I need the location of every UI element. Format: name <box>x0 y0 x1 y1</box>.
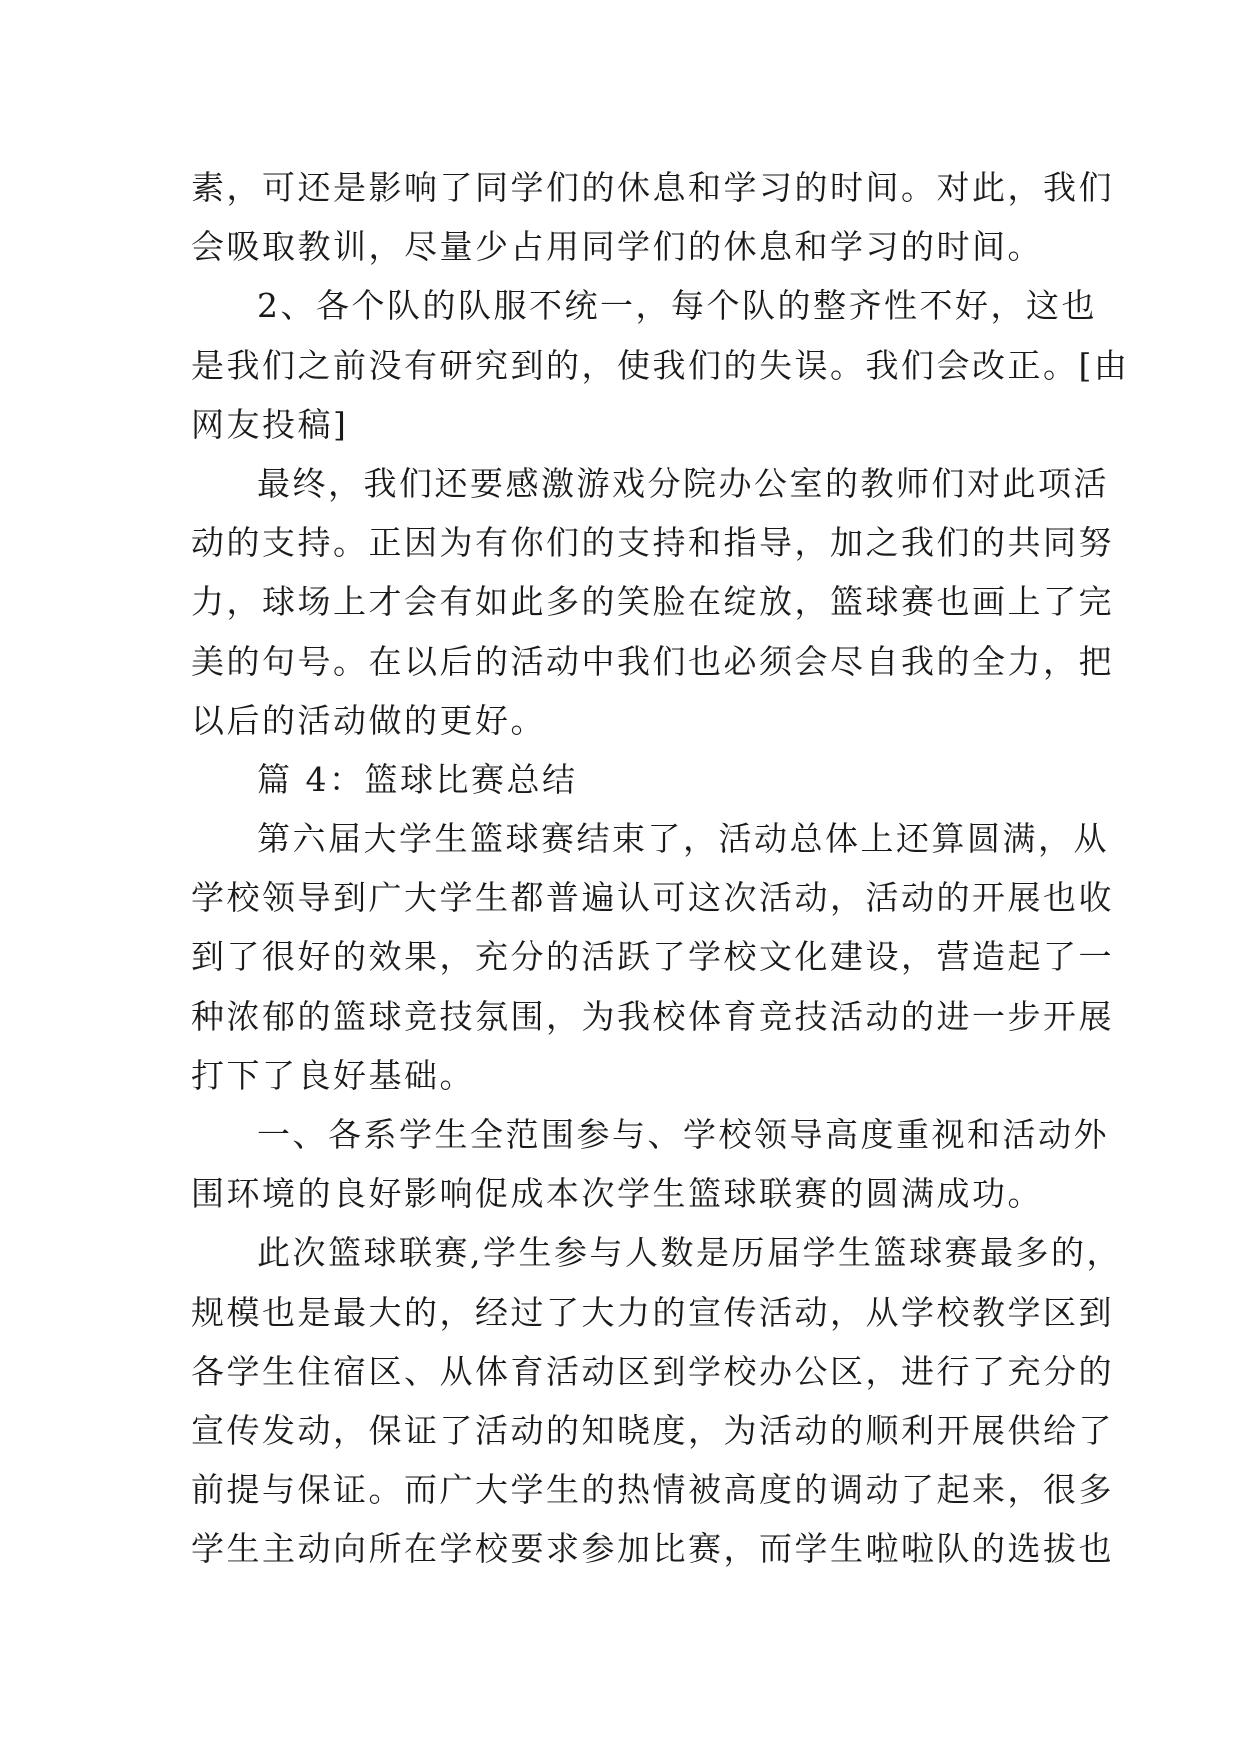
text-line: 力，球场上才会有如此多的笑脸在绽放，篮球赛也画上了完 <box>191 582 1114 622</box>
text-line: 前提与保证。而广大学生的热情被高度的调动了起来，很多 <box>191 1470 1114 1510</box>
text-line: 学校领导到广大学生都普遍认可这次活动，活动的开展也收 <box>191 878 1114 918</box>
text-line: 宣传发动，保证了活动的知晓度，为活动的顺利开展供给了 <box>191 1410 1114 1450</box>
text-line: 各学生住宿区、从体育活动区到学校办公区，进行了充分的 <box>191 1351 1114 1391</box>
text-line: 是我们之前没有研究到的，使我们的失误。我们会改正。[由 <box>191 345 1130 385</box>
text-line: 学生主动向所在学校要求参加比赛，而学生啦啦队的选拔也 <box>191 1529 1114 1569</box>
paragraph-first-line: 此次篮球联赛,学生参与人数是历届学生篮球赛最多的， <box>257 1233 1122 1273</box>
text-line: 到了很好的效果，充分的活跃了学校文化建设，营造起了一 <box>191 937 1114 977</box>
text-line: 围环境的良好影响促成本次学生篮球联赛的圆满成功。 <box>191 1174 1043 1214</box>
paragraph-first-line: 2、各个队的队服不统一，每个队的整齐性不好，这也 <box>257 286 1097 326</box>
text-line: 网友投稿] <box>191 404 349 444</box>
text-line: 种浓郁的篮球竞技氛围，为我校体育竞技活动的进一步开展 <box>191 996 1114 1036</box>
paragraph-first-line: 最终，我们还要感激游戏分院办公室的教师们对此项活 <box>257 463 1109 503</box>
document-body <box>191 158 1130 1579</box>
paragraph-first-line: 第六届大学生篮球赛结束了，活动总体上还算圆满，从 <box>257 819 1109 859</box>
text-line: 打下了良好基础。 <box>191 1055 475 1095</box>
text-line: 动的支持。正因为有你们的支持和指导，加之我们的共同努 <box>191 523 1114 563</box>
paragraph-first-line: 一、各系学生全范围参与、学校领导高度重视和活动外 <box>257 1115 1109 1154</box>
section-heading: 篇 4：篮球比赛总结 <box>257 759 578 799</box>
text-line: 素，可还是影响了同学们的休息和学习的时间。对此，我们 <box>191 168 1114 207</box>
text-line: 规模也是最大的，经过了大力的宣传活动，从学校教学区到 <box>191 1292 1114 1332</box>
text-line: 会吸取教训，尽量少占用同学们的休息和学习的时间。 <box>191 227 1043 267</box>
text-line: 以后的活动做的更好。 <box>191 700 546 740</box>
text-line: 美的句号。在以后的活动中我们也必须会尽自我的全力，把 <box>191 641 1114 681</box>
